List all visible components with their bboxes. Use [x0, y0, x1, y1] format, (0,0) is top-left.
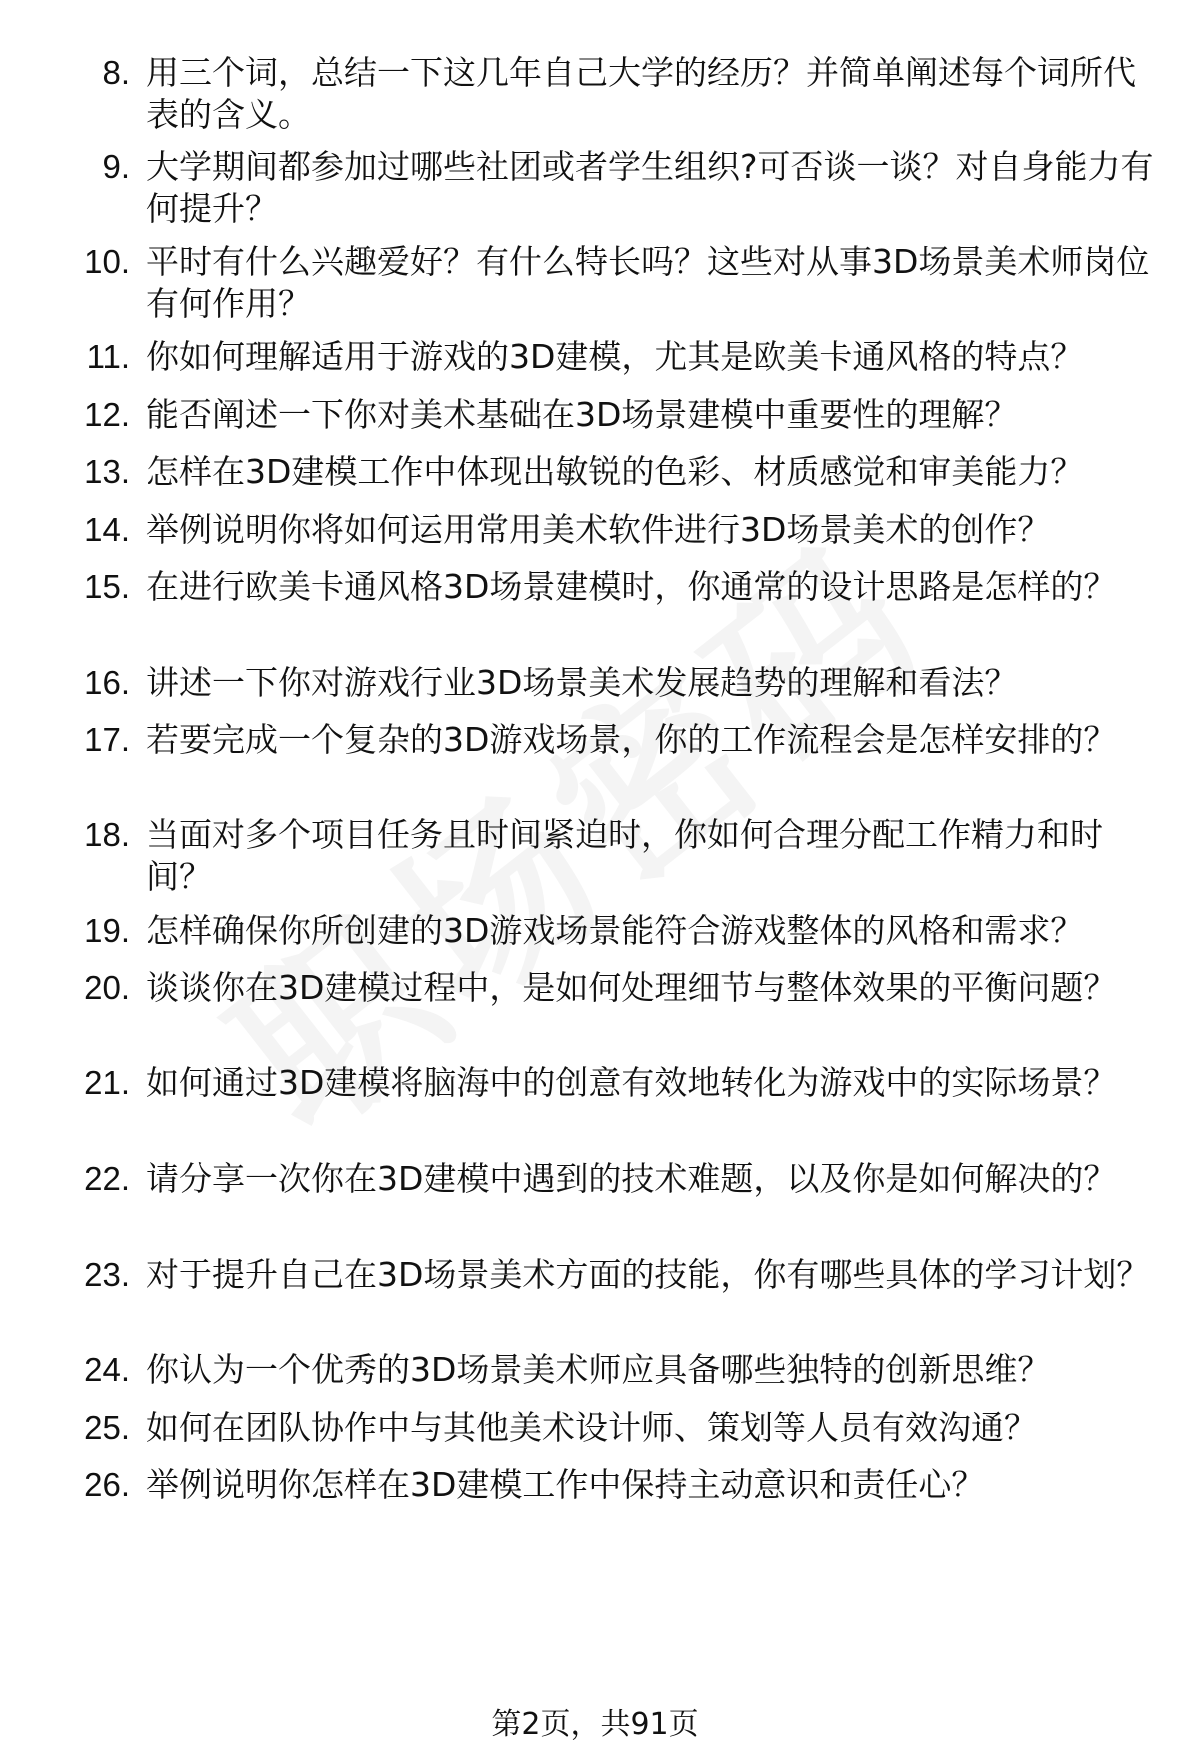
- question-number: 17.: [84, 721, 130, 758]
- page-footer: [0, 1705, 1190, 1745]
- question-number: 11.: [86, 338, 130, 375]
- question-number: 22.: [84, 1160, 130, 1197]
- question-item: [56, 719, 1166, 761]
- question-number: 12.: [84, 396, 130, 433]
- question-number: 20.: [84, 969, 130, 1006]
- question-number: 23.: [84, 1256, 130, 1293]
- question-item: [56, 910, 1166, 952]
- question-item: [56, 1254, 1166, 1296]
- question-item: [56, 1349, 1166, 1391]
- question-text: 请分享一次你在3D建模中遇到的技术难题，以及你是如何解决的？: [146, 1159, 1117, 1198]
- question-text: 能否阐述一下你对美术基础在3D场景建模中重要性的理解？: [146, 395, 1018, 434]
- question-number: 8.: [102, 54, 130, 91]
- question-item: [56, 394, 1166, 436]
- question-item: [56, 967, 1166, 1009]
- question-text: 在进行欧美卡通风格3D场景建模时，你通常的设计思路是怎样的？: [146, 567, 1117, 606]
- question-text: 举例说明你将如何运用常用美术软件进行3D场景美术的创作？: [146, 510, 1051, 549]
- question-text: 怎样在3D建模工作中体现出敏锐的色彩、材质感觉和审美能力？: [146, 452, 1084, 491]
- question-item: [56, 814, 1166, 898]
- question-number: 15.: [84, 568, 130, 605]
- question-item: [56, 566, 1166, 608]
- question-text: 如何在团队协作中与其他美术设计师、策划等人员有效沟通？: [146, 1408, 1037, 1447]
- question-number: 14.: [84, 511, 130, 548]
- question-text: 讲述一下你对游戏行业3D场景美术发展趋势的理解和看法？: [146, 663, 1018, 702]
- question-item: [56, 509, 1166, 551]
- question-item: [56, 451, 1166, 493]
- question-item: [56, 146, 1166, 230]
- question-text: 平时有什么兴趣爱好？有什么特长吗？这些对从事3D场景美术师岗位有何作用？: [146, 242, 1150, 323]
- question-number: 25.: [84, 1409, 130, 1446]
- question-number: 26.: [84, 1466, 130, 1503]
- question-item: [56, 662, 1166, 704]
- question-text: 你认为一个优秀的3D场景美术师应具备哪些独特的创新思维？: [146, 1350, 1051, 1389]
- question-number: 16.: [84, 664, 130, 701]
- question-text: 当面对多个项目任务且时间紧迫时，你如何合理分配工作精力和时间？: [146, 815, 1103, 896]
- question-number: 13.: [84, 453, 130, 490]
- question-text: 大学期间都参加过哪些社团或者学生组织?可否谈一谈？对自身能力有何提升？: [146, 147, 1154, 228]
- question-text: 用三个词，总结一下这几年自己大学的经历？并简单阐述每个词所代表的含义。: [146, 53, 1136, 134]
- page-number-label: 第2页，共91页: [491, 1707, 699, 1742]
- question-number: 18.: [84, 816, 130, 853]
- question-item: [56, 1062, 1166, 1104]
- question-number: 10.: [84, 243, 130, 280]
- question-item: [56, 241, 1166, 325]
- question-number: 19.: [84, 912, 130, 949]
- question-text: 对于提升自己在3D场景美术方面的技能，你有哪些具体的学习计划？: [146, 1255, 1150, 1294]
- question-number: 21.: [84, 1064, 130, 1101]
- question-item: [56, 1407, 1166, 1449]
- question-item: [56, 1464, 1166, 1506]
- question-text: 如何通过3D建模将脑海中的创意有效地转化为游戏中的实际场景？: [146, 1063, 1117, 1102]
- question-item: [56, 52, 1166, 136]
- question-text: 你如何理解适用于游戏的3D建模，尤其是欧美卡通风格的特点？: [146, 337, 1084, 376]
- question-text: 若要完成一个复杂的3D游戏场景，你的工作流程会是怎样安排的？: [146, 720, 1117, 759]
- question-text: 怎样确保你所创建的3D游戏场景能符合游戏整体的风格和需求？: [146, 911, 1084, 950]
- question-item: [56, 336, 1166, 378]
- question-item: [56, 1158, 1166, 1200]
- question-number: 9.: [102, 148, 130, 185]
- question-number: 24.: [84, 1351, 130, 1388]
- question-text: 举例说明你怎样在3D建模工作中保持主动意识和责任心？: [146, 1465, 985, 1504]
- question-text: 谈谈你在3D建模过程中，是如何处理细节与整体效果的平衡问题？: [146, 968, 1117, 1007]
